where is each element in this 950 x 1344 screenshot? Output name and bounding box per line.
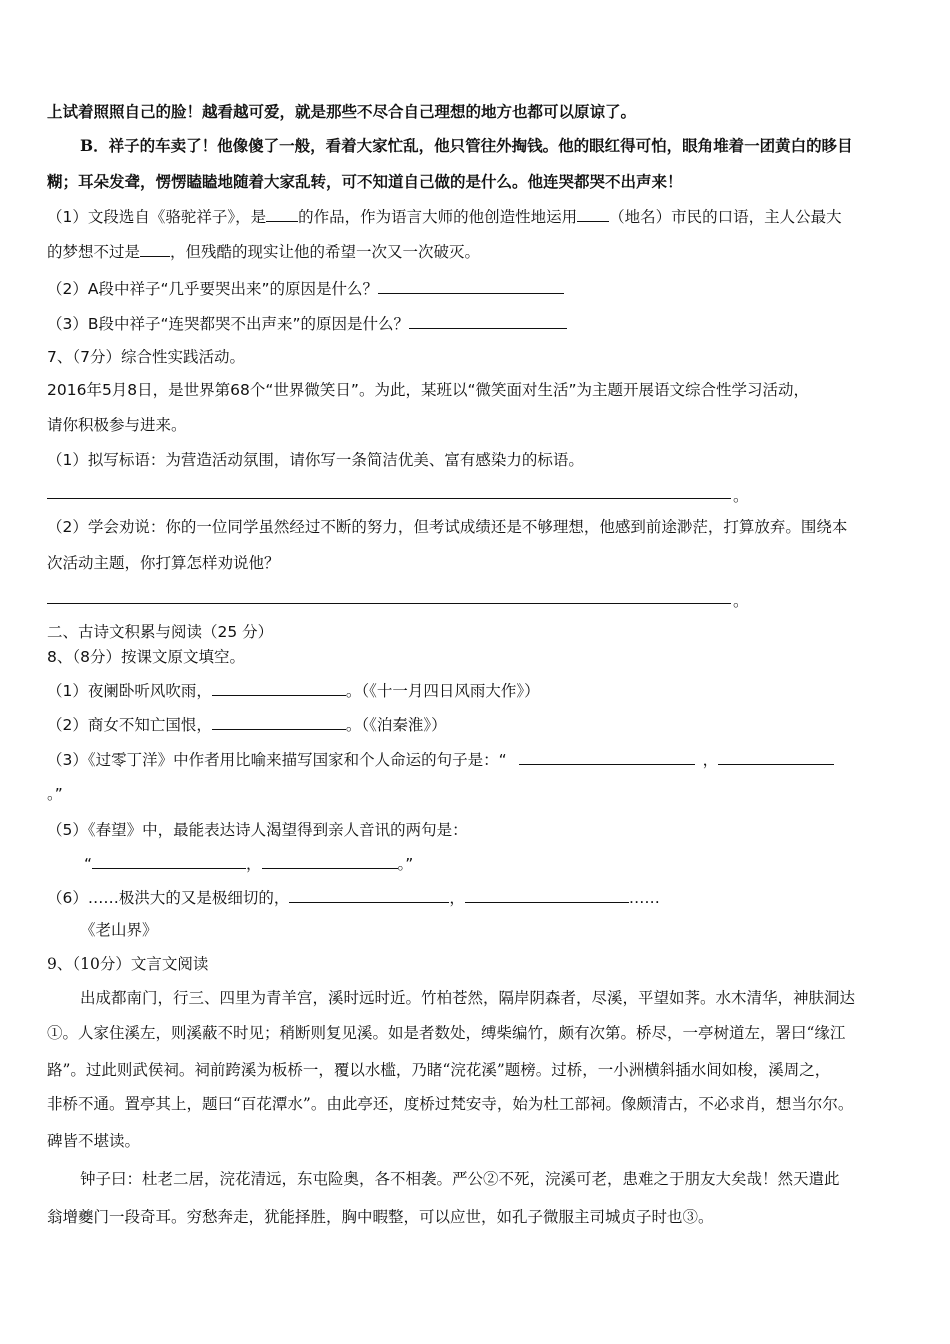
q8-sub3-text-a: （3）《过零丁洋》中作者用比喻来描写国家和个人命运的句子是：“ [47, 751, 507, 769]
section-2-title: 二、古诗文积累与阅读（25 分） [47, 623, 274, 641]
q8-sub2-text-a: （2）商女不知亡国恨， [47, 716, 212, 734]
q6-sub3 [47, 312, 567, 335]
q7-sub1-answer-line[interactable] [47, 498, 731, 499]
q8-sub5-comma: ， [246, 855, 262, 873]
q8-sub6-comma: ， [449, 889, 465, 907]
q9-para1-line3: 路”。过此则武侯祠。祠前跨溪为板桥一，覆以水槛，乃睹“浣花溪”题榜。过桥，一小洲横斜插水间如梭，溪周之， [47, 1061, 831, 1079]
q9-para2-line2: 翁增夔门一段奇耳。穷愁奔走，犹能择胜，胸中暇整，可以应世，如孔子微服主司城贞子时也③。 [47, 1208, 714, 1226]
q9-para1-line5: 碑皆不堪读。 [47, 1132, 141, 1150]
q8-sub3-blank-2[interactable] [718, 748, 834, 765]
q8-header: 8、（8分）按课文原文填空。 [47, 648, 245, 666]
q8-sub3-blank-1[interactable] [519, 748, 695, 765]
q9-para1-line4: 非桥不通。置亭其上，题曰“百花潭水”。由此亭还，度桥过梵安寺，始为杜工部祠。像颇清古，不必求肖，想当尔尔。 [47, 1095, 854, 1113]
q7-sub1: （1）拟写标语：为营造活动氛围，请你写一条简洁优美、富有感染力的标语。 [47, 451, 584, 469]
q9-header: 9、（10分）文言文阅读 [47, 955, 209, 973]
q8-sub5-blank-1[interactable] [92, 852, 246, 869]
q6-sub2-answer-blank[interactable] [378, 277, 564, 294]
passage-b-line1: B．祥子的车卖了！他像傻了一般，看着大家忙乱，他只管往外掏钱。他的眼红得可怕，眼角堆着一团黄白的眵目 [80, 136, 853, 155]
q8-sub2 [47, 713, 447, 736]
passage-a-ending: 上试着照照自己的脸！越看越可爱，就是那些不尽合自己理想的地方也都可以原谅了。 [47, 102, 637, 121]
q6-sub1-text-e: ，但残酷的现实让他的希望一次又一次破灭。 [170, 243, 481, 261]
q8-sub1-blank[interactable] [212, 679, 346, 696]
q6-sub3-answer-blank[interactable] [409, 312, 567, 329]
q6-sub1-text-b: 的作品，作为语言大师的他创造性地运用 [298, 208, 578, 226]
q7-sub1-end-mark: 。 [733, 487, 749, 505]
q8-sub6-text-a: （6）……极洪大的又是极细切的， [47, 889, 290, 907]
q6-dream-blank[interactable] [140, 240, 170, 257]
q7-header: 7、（7分）综合性实践活动。 [47, 348, 245, 366]
q9-para2-line1: 钟子曰：杜老二居，浣花清远，东屯险奥，各不相袭。严公②不死，浣溪可老，患难之于朋友大矣哉！然天遣此 [80, 1170, 840, 1188]
q6-author-blank[interactable] [266, 205, 298, 222]
q8-sub2-text-b: 。（《泊秦淮》） [345, 716, 447, 734]
q7-sub2-line1: （2）学会劝说：你的一位同学虽然经过不断的努力，但考试成绩还是不够理想，他感到前途渺茫，打算放弃。围绕本 [47, 518, 848, 536]
q8-sub5-answer [84, 852, 413, 875]
q7-intro-line2: 请你积极参与进来。 [47, 416, 187, 434]
q6-sub3-text: （3）B段中祥子“连哭都哭不出声来”的原因是什么？ [47, 315, 410, 333]
q6-sub1-text-a: （1）文段选自《骆驼祥子》，是 [47, 208, 267, 226]
q6-place-blank[interactable] [577, 205, 609, 222]
q9-para1-line1: 出成都南门，行三、四里为青羊宫，溪时远时近。竹柏苍然，隔岸阴森者，尽溪，平望如荠。水木清华，神肤洞达 [80, 989, 856, 1007]
q8-sub6-ellipsis: …… [628, 889, 660, 907]
q8-sub1 [47, 679, 540, 702]
q6-sub2 [47, 277, 564, 300]
q8-sub6-source: 《老山界》 [80, 921, 158, 939]
q7-sub2-end-mark: 。 [733, 592, 749, 610]
q7-intro-line1: 2016年5月8日，是世界第68个“世界微笑日”。为此，某班以“微笑面对生活”为主题开展语文综合性学习活动， [47, 381, 810, 399]
q6-sub1-line1 [47, 205, 842, 228]
q8-sub1-text-a: （1）夜阑卧听风吹雨， [47, 682, 212, 700]
q8-sub5-open-quote: “ [84, 855, 93, 873]
q8-sub5-close-quote: 。” [397, 855, 414, 873]
q8-sub6-blank-1[interactable] [289, 886, 449, 903]
q8-sub6-blank-2[interactable] [465, 886, 629, 903]
q7-sub2-line2: 次活动主题，你打算怎样劝说他？ [47, 554, 280, 572]
q8-sub5: （5）《春望》中，最能表达诗人渴望得到亲人音讯的两句是： [47, 821, 468, 839]
q6-sub1-text-c: （地名）市民的口语，主人公最大 [609, 208, 842, 226]
q9-para1-line2: ①。人家住溪左，则溪蔽不时见；稍断则复见溪。如是者数处，缚柴编竹，颇有次第。桥尽，一亭树道左，署曰“缘江 [47, 1024, 846, 1042]
q8-sub3-text-b: ， [702, 751, 719, 769]
q8-sub2-blank[interactable] [212, 713, 346, 730]
passage-b-line2: 糊；耳朵发聋，愣愣瞌瞌地随着大家乱转，可不知道自己做的是什么。他连哭都哭不出声来！ [47, 172, 683, 191]
q8-sub5-blank-2[interactable] [262, 852, 398, 869]
q8-sub3-end: 。” [47, 785, 63, 803]
q6-sub1-line2 [47, 240, 480, 263]
q8-sub1-text-b: 。（《十一月四日风雨大作》） [345, 682, 540, 700]
q6-sub1-text-d: 的梦想不过是 [47, 243, 141, 261]
q7-sub2-answer-line[interactable] [47, 603, 731, 604]
q8-sub3 [47, 748, 834, 771]
q8-sub6 [47, 886, 660, 909]
q6-sub2-text: （2）A段中祥子“几乎要哭出来”的原因是什么？ [47, 280, 379, 298]
